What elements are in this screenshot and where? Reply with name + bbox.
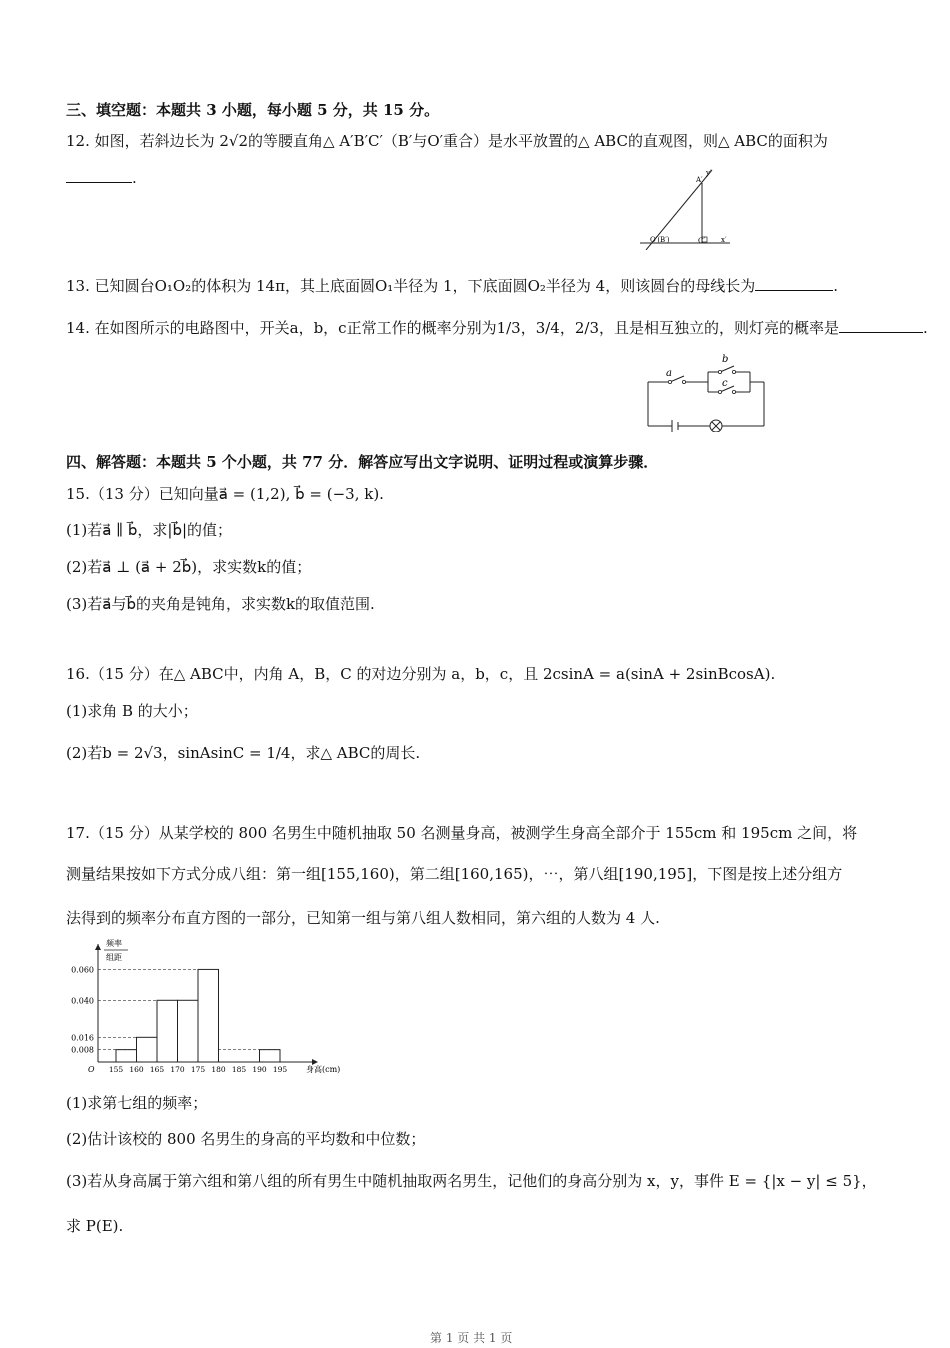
x-tick-label: 190	[252, 1065, 267, 1074]
y-label-top: 频率	[106, 939, 122, 948]
x-axis-label: 身高(cm)	[306, 1065, 341, 1074]
x-tick-label: 195	[272, 1065, 288, 1074]
q17-part1: (1)求第七组的频率；	[66, 1094, 208, 1112]
section3-heading: 三、填空题：本题共 3 小题，每小题 5 分，共 15 分。	[66, 101, 440, 119]
q17-stem-line2: 测量结果按如下方式分成八组：第一组[155,160)，第二组[160,165)，⋯，第八组[190,195]，下图是按上述分组方	[66, 865, 843, 883]
q17-stem-line3: 法得到的频率分布直方图的一部分，已知第一组与第八组人数相同，第六组的人数为 4 人.	[66, 909, 660, 927]
y-label-bottom: 组距	[106, 953, 122, 962]
label-o: O′(B′)	[650, 236, 670, 244]
histogram-bar	[116, 1050, 137, 1062]
y-tick-label: 0.016	[71, 1033, 94, 1043]
label-c: C′	[698, 237, 705, 245]
q17-part3: (3)若从身高属于第六组和第八组的所有男生中随机抽取两名男生，记他们的身高分别为 x，y，事件 E = {|x − y| ≤ 5}，	[66, 1172, 877, 1190]
histogram-bar	[157, 1000, 178, 1062]
origin-label: O	[88, 1065, 95, 1074]
q17-part2: (2)估计该校的 800 名男生的身高的平均数和中位数；	[66, 1130, 426, 1148]
histogram-bar	[137, 1037, 158, 1062]
section4-heading: 四、解答题：本题共 5 个小题，共 77 分．解答应写出文字说明、证明过程或演算步骤．	[66, 453, 659, 471]
x-tick-label: 180	[211, 1065, 226, 1074]
q14-text: 14. 在如图所示的电路图中，开关a，b，c正常工作的概率分别为1/3，3/4，2/3，且是相互独立的，则灯亮的概率是 .	[66, 319, 928, 337]
switch-b-label: b	[722, 354, 729, 365]
label-y: y′	[706, 169, 712, 177]
histogram-bar	[260, 1050, 281, 1062]
y-axis-arrow	[95, 944, 101, 950]
q16-part1: (1)求角 B 的大小；	[66, 702, 198, 720]
label-a: A′	[696, 176, 703, 184]
q12-text: 12. 如图，若斜边长为 2√2的等腰直角△ A′B′C′（B′与O′重合）是水平放置的△ ABC的直观图，则△ ABC的面积为	[66, 132, 828, 150]
label-x: x′	[721, 236, 727, 244]
q12-figure	[636, 166, 732, 250]
q16-part2: (2)若b = 2√3，sinAsinC = 1/4，求△ ABC的周长.	[66, 744, 421, 762]
q15-part2: (2)若a⃗ ⊥ (a⃗ + 2b⃗)，求实数k的值；	[66, 558, 312, 576]
y-tick-label: 0.008	[71, 1045, 94, 1055]
x-tick-label: 155	[108, 1065, 124, 1074]
switch-c-label: c	[722, 378, 728, 389]
q15-part3: (3)若a⃗与b⃗的夹角是钝角，求实数k的取值范围.	[66, 595, 375, 613]
q17-part4: 求 P(E).	[66, 1217, 124, 1235]
q17-stem-line1: 17.（15 分）从某学校的 800 名男生中随机抽取 50 名测量身高，被测学生身高全部介于 155cm 和 195cm 之间，将	[66, 824, 858, 842]
q14-circuit	[640, 350, 770, 432]
q16-stem: 16.（15 分）在△ ABC中，内角 A，B，C 的对边分别为 a，b，c，且 2csinA = a(sinA + 2sinBcosA).	[66, 665, 776, 683]
switch-a-label: a	[666, 368, 672, 379]
x-tick-label: 185	[231, 1065, 247, 1074]
q13-text: 13. 已知圆台O₁O₂的体积为 14π，其上底面圆O₁半径为 1，下底面圆O₂半径为 4，则该圆台的母线长为 .	[66, 277, 838, 295]
q15-part1: (1)若a⃗ ∥ b⃗，求|b⃗|的值；	[66, 521, 233, 539]
q12-answer-blank: .	[66, 168, 137, 188]
x-tick-label: 160	[129, 1065, 144, 1074]
histogram-bar	[198, 969, 219, 1062]
frequency-histogram	[66, 936, 356, 1082]
y-tick-label: 0.060	[71, 965, 94, 975]
x-tick-label: 165	[149, 1065, 165, 1074]
x-tick-label: 175	[190, 1065, 206, 1074]
page-footer: 第 1 页 共 1 页	[430, 1331, 513, 1345]
x-tick-label: 170	[170, 1065, 185, 1074]
y-tick-label: 0.040	[71, 996, 94, 1006]
q15-stem: 15.（13 分）已知向量a⃗ = (1,2), b⃗ = (−3, k).	[66, 485, 384, 503]
histogram-bar	[178, 1000, 199, 1062]
